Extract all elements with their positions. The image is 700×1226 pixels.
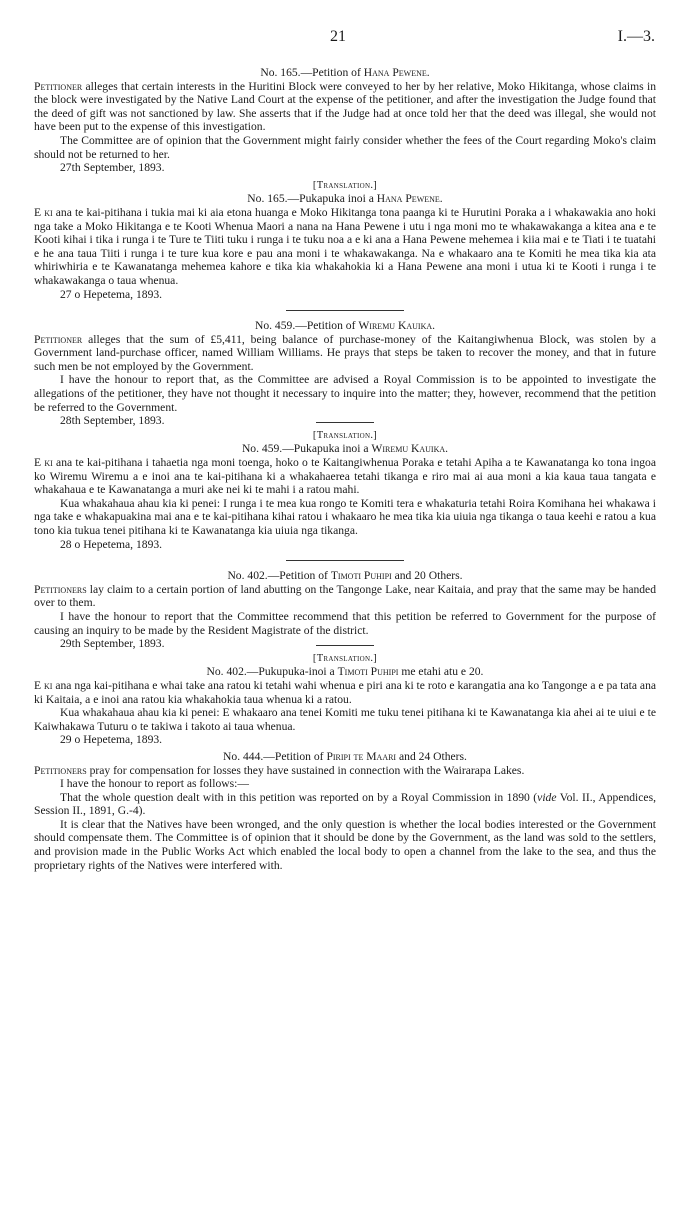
translation-divider: [316, 645, 374, 646]
translation-label: [Translation.]: [312, 179, 378, 191]
petition-section: [34, 750, 656, 872]
translation-heading: No. 402.—Pukupuka-inoi a Timoti Puhipi me etahi atu e 20.: [206, 665, 484, 679]
section-heading: No. 402.—Petition of Timoti Puhipi and 20 Others.: [227, 569, 463, 583]
translation-heading: No. 459.—Pukapuka inoi a Wiremu Kauika.: [241, 442, 449, 456]
report-date: 27th September, 1893.: [60, 161, 165, 175]
petition-text: Petitioners pray for compensation for losses they have sustained in connection with the Wairarapa Lakes.: [34, 763, 525, 777]
page-number: 21: [330, 28, 346, 45]
translation-date: 28 o Hepetema, 1893.: [60, 537, 163, 551]
section-heading: No. 459.—Petition of Wiremu Kauika.: [254, 319, 436, 333]
translation-report: Kua whakahaua ahau kia ki penei: I runga i te mea kua rongo te Komiti tera e whakaturia tetahi Roira Komihana hei whakawa i nga take e whakapuakina mai ana e te kai-pitihana kihai ratou i whakaaro he mea tika kia uiuia nga tikanga o taua keehi e ratou a kua tono kia tukua tenei pitihana ki te Kawanatanga kia uiuia nga tikanga.: [34, 496, 656, 537]
petition-section: [34, 66, 656, 301]
committee-report: I have the honour to report that, as the Committee are advised a Royal Commission is to be appointed to investigate the allegations of the petitioner, they have not thought it necessary to inquire into the matter; they, however, recommend that the petition be referred to the Government.: [34, 373, 656, 414]
translation-text: E ki ana te kai-pitihana i tukia mai ki aia etona huanga e Moko Hikitanga tona paanga ki te Hurutini Poraka a i whakawakia ano hoki nga take a Moko Hikitanga e te Kooti Whenua Maori a nana na Hana Pewene i utu i nga moni mo te whakawakanga a kitea ana e te Kooti kihai i tika i runga i te Ture te Tiiti tuku i runga i te tuku noa a e ki ana a Hana Pewene mehemea i kiia mai e te Tiati i te tuatahi e he ana taua Tiiti i runga i te ture kua kore e pau ana moni i te whakawakanga. Na e whakaaro ana te Komiti he mea tika kia ata whiriwhiria e te Kawanatanga mehemea kahore e tika kia whakahokia ki a Hana Pewene ana moni i utua ki te Kooti i runga i te whakawakanga o taua whenua.: [34, 205, 657, 287]
committee-report: It is clear that the Natives have been wronged, and the only question is whether the local bodies interested or the Government should compensate them. The Committee is of opinion that it should be done by the Government, as the land was sold to the settlers, and provision made in the Public Works Act which enabled the local body to open a channel from the lake to the sea, and thus the proprietary rights of the Natives were interfered with.: [34, 817, 656, 872]
translation-date: 27 o Hepetema, 1893.: [60, 287, 163, 301]
section-heading: No. 165.—Petition of Hana Pewene.: [260, 66, 430, 79]
petition-text: Petitioners lay claim to a certain portion of land abutting on the Tangonge Lake, near Kaitaia, and pray that the same may be handed over to them.: [34, 582, 656, 610]
committee-report: The Committee are of opinion that the Government might fairly consider whether the fees of the Court regarding Moko's claim should not be returned to her.: [34, 133, 656, 161]
petition-text: Petitioner alleges that the sum of £5,411, being balance of purchase-money of the Kaitangiwhenua Block, was stolen by a Government land-purchase officer, named William Williams. He prays that steps be taken to recover the money, and that in future such men be not employed by the Government.: [34, 332, 656, 373]
committee-report: That the whole question dealt with in this petition was reported on by a Royal Commission in 1890 (vide Vol. II., Appendices, Session II., 1891, G.-4).: [34, 790, 656, 818]
report-date: 29th September, 1893.: [60, 637, 165, 651]
translation-date: 29 o Hepetema, 1893.: [60, 733, 163, 747]
petition-text: Petitioner alleges that certain interests in the Huritini Block were conveyed to her by her relative, Moko Hikitanga, whose claims in the block were investigated by the Native Land Court at the expense of the petitioner, and after the investigation the Judge found that the deed of gift was not sanctioned by law. She asserts that if the Judge had at once told her that the deed was illegal, she would not have been put to the expense of this investigation.: [34, 79, 656, 134]
page-content: [34, 66, 656, 872]
document-series-id: I.—3.: [617, 28, 655, 45]
section-divider: [286, 310, 404, 311]
petition-section: [34, 319, 656, 551]
translation-label: [Translation.]: [312, 652, 378, 664]
section-divider: [286, 560, 404, 561]
committee-report: I have the honour to report as follows:—: [60, 777, 249, 791]
translation-label: [Translation.]: [312, 429, 378, 441]
translation-heading: No. 165.—Pukapuka inoi a Hana Pewene.: [247, 192, 443, 206]
translation-report: Kua whakahaua ahau kia ki penei: E whakaaro ana tenei Komiti me tuku tenei pitihana ki te Kawanatanga kia ahei ai te uiui e te Kaiwhakawa Tuturu o te takiwa i takoto ai taua whenua.: [34, 706, 656, 733]
section-heading: No. 444.—Petition of Piripi te Maari and 24 Others.: [223, 749, 467, 763]
translation-text: E ki ana nga kai-pitihana e whai take ana ratou ki tetahi wahi whenua e piri ana ki te roto e karangatia ana ko Tangonge a e pa tata ana ki Kaitaia, a e inoi ana ratou kia whakahokia taua whenua ki a ratou.: [34, 678, 657, 706]
committee-report: I have the honour to report that the Committee recommend that this petition be referred to Government for the purpose of causing an inquiry to be made by the Resident Magistrate of the district.: [34, 609, 656, 637]
report-date: 28th September, 1893.: [60, 414, 165, 428]
page-header: [0, 30, 700, 50]
translation-text: E ki ana te kai-pitihana i tahaetia nga moni toenga, hoko o te Kaitangiwhenua Poraka e tetahi Apiha a te Kawanatanga ko tona ingoa ko Wiremu Wiremu a e inoi ana te kai-pitihana ki a whakahaerea tetahi tikanga e riro mai ai aua moni a kia kaua taua tangata e whakahaua e te Kawanatanga a muri ake nei ki te mahi i a ratou mahi.: [34, 456, 657, 497]
petition-section: [34, 569, 656, 747]
translation-divider: [316, 422, 374, 423]
